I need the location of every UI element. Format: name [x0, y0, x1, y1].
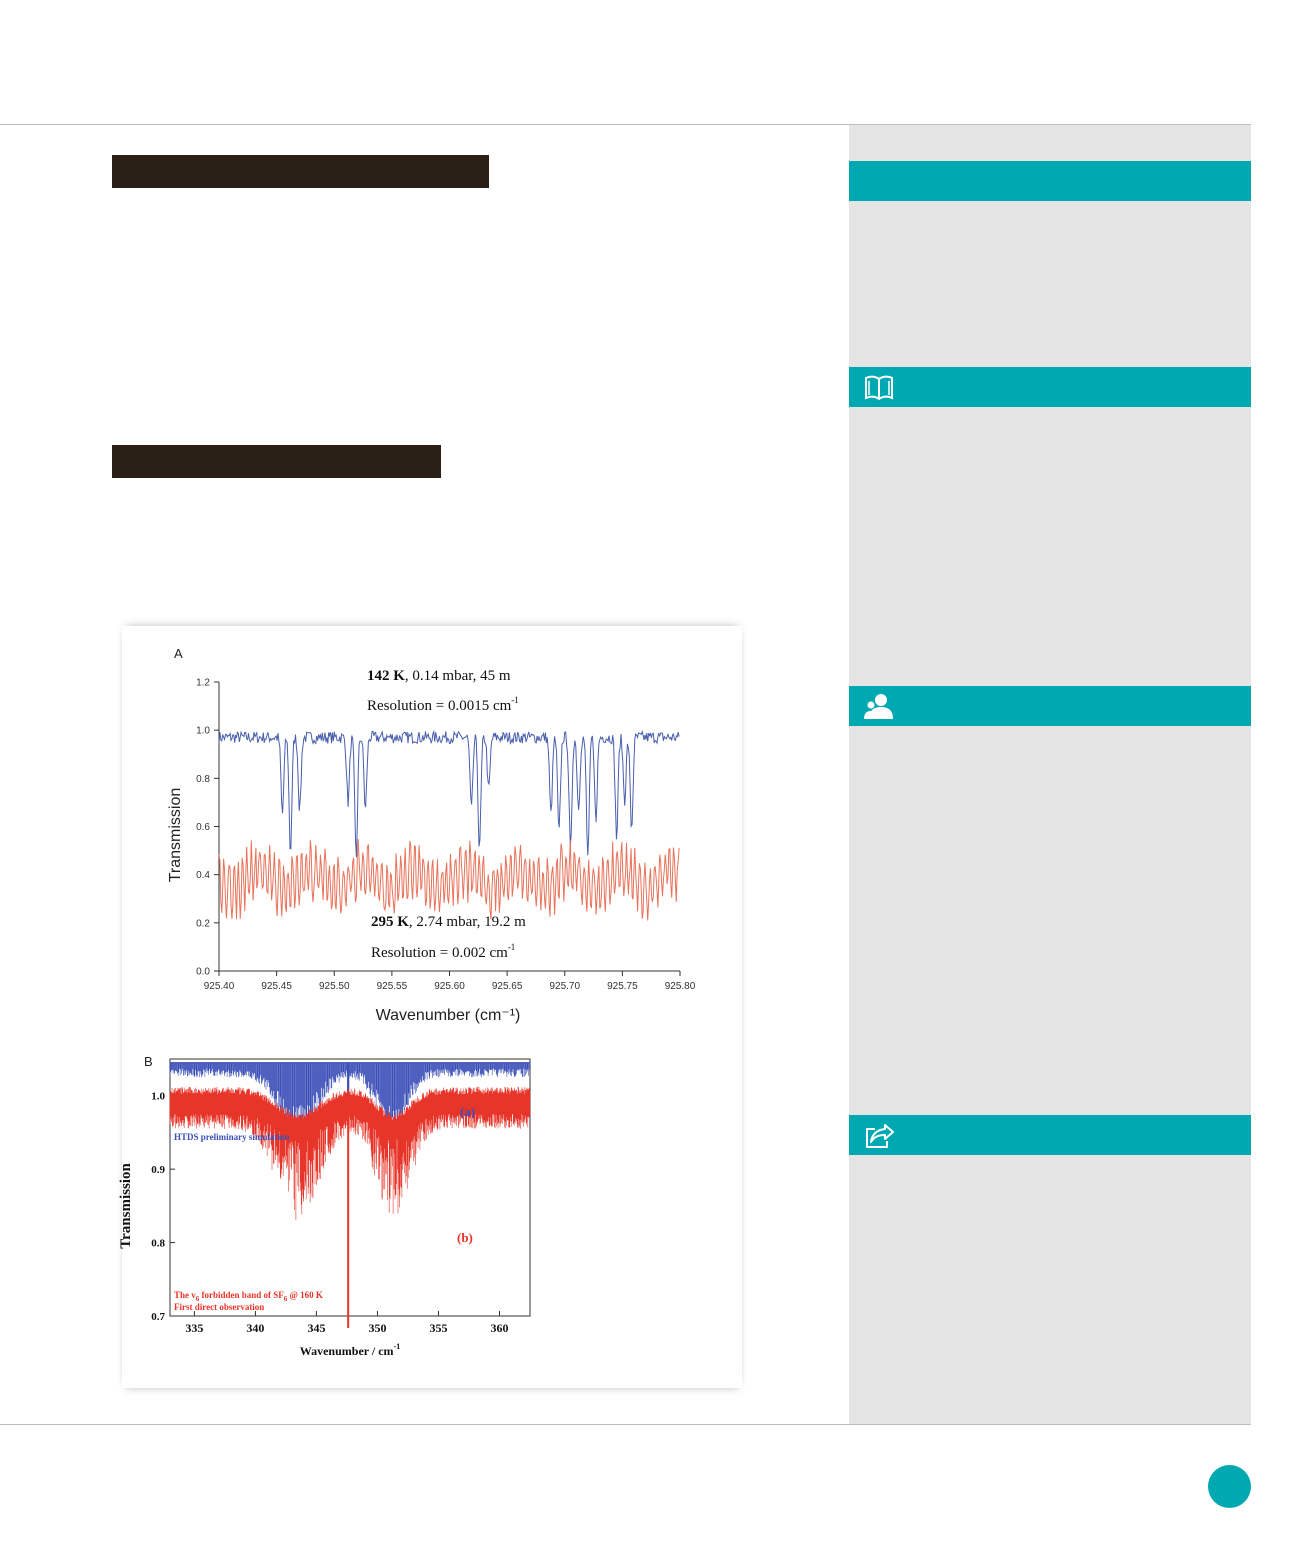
- annotation-bottom-temp: 295 K: [371, 914, 409, 930]
- sidebar-panel: [849, 125, 1251, 1424]
- chart-a-x-tick-label: 925.80: [664, 981, 696, 992]
- series-142k-line: [219, 731, 679, 857]
- chart-b-x-tick-label: 345: [307, 1321, 326, 1335]
- chart-b-ylabel: Transmission: [118, 1163, 134, 1249]
- annotation-bottom-res-sup: -1: [507, 942, 516, 952]
- annotation-top-conditions: [367, 668, 511, 684]
- panel-b-label: B: [144, 1054, 153, 1069]
- chart-b-y-tick-label: 1.0: [151, 1090, 165, 1103]
- book-icon: [863, 373, 895, 401]
- sidebar-header-2: [849, 367, 1251, 407]
- sim-label: HTDS preliminary simulation: [174, 1132, 290, 1142]
- chart-a-ylabel: Transmission: [167, 787, 184, 883]
- chart-b-xlabel-text: Wavenumber / cm: [299, 1344, 394, 1358]
- chart-a-x-tick-label: 925.75: [607, 981, 638, 992]
- chart-a-y-tick-label: 0.6: [196, 822, 210, 833]
- sidebar-header-1: [849, 161, 1251, 201]
- section-heading-bar-2: [112, 445, 441, 478]
- obs-label-line2: First direct observation: [174, 1302, 265, 1312]
- chart-a-y-tick-label: 0.4: [196, 870, 210, 882]
- chart-b-x-tick-label: 340: [246, 1321, 265, 1335]
- chart-b-xlabel-sup: -1: [393, 1342, 401, 1351]
- chart-b-x-tick-label: 350: [368, 1321, 387, 1335]
- chart-a-x-tick-label: 925.50: [318, 981, 350, 992]
- share-icon: [863, 1121, 895, 1149]
- chart-b-y-tick-label: 0.9: [151, 1164, 165, 1177]
- figure-svg: [118, 626, 742, 1388]
- annotation-bottom-conditions: [371, 914, 526, 930]
- chart-a-y-tick-label: 1.2: [196, 677, 210, 689]
- chart-a-x-tick-label: 925.60: [434, 981, 465, 992]
- obs-l1-sub1: 6: [195, 1295, 200, 1303]
- annotation-bottom-res-text: Resolution = 0.002 cm: [371, 945, 508, 961]
- figure-card: [118, 626, 742, 1388]
- series-295k-line: [219, 839, 679, 920]
- annotation-top-temp: 142 K: [367, 668, 405, 684]
- chart-a-x-tick-label: 925.70: [549, 981, 581, 992]
- panel-a-label: A: [174, 646, 183, 661]
- chart-a-y-tick-label: 0.8: [196, 773, 210, 785]
- annotation-bottom-rest: , 2.74 mbar, 19.2 m: [408, 914, 526, 930]
- obs-l1-sub2: 6: [283, 1295, 288, 1303]
- chart-b-x-tick-label: 355: [429, 1321, 448, 1335]
- person-icon: [863, 692, 895, 720]
- chart-a-y-tick-label: 0.0: [196, 966, 210, 978]
- section-heading-bar-1: [112, 155, 489, 188]
- chart-b-xlabel: [300, 1342, 400, 1358]
- chart-b-x-tick-label: 360: [490, 1321, 509, 1335]
- page-number-dot: [1208, 1465, 1251, 1508]
- footer-rule: [0, 1424, 1251, 1425]
- chart-a-xlabel: Wavenumber (cm⁻¹): [375, 1007, 521, 1024]
- chart-a-x-tick-label: 925.65: [491, 981, 523, 992]
- chart-b-y-tick-label: 0.7: [151, 1311, 165, 1323]
- annotation-top-res-sup: -1: [511, 695, 519, 705]
- annotation-top-resolution: [367, 695, 519, 714]
- chart-a-y-tick-label: 0.2: [196, 918, 210, 930]
- chart-a-x-tick-label: 925.40: [203, 981, 235, 992]
- chart-b-x-tick-label: 335: [185, 1321, 204, 1335]
- chart-b-y-tick-label: 0.8: [151, 1237, 165, 1250]
- chart-a-x-tick-label: 925.45: [261, 981, 292, 992]
- series-a-label: (a): [460, 1104, 476, 1119]
- sidebar-header-3: [849, 686, 1251, 726]
- series-b-label: (b): [457, 1230, 473, 1245]
- annotation-bottom-resolution: [371, 942, 515, 961]
- obs-l1-pre: The v: [174, 1290, 196, 1300]
- chart-a-y-tick-label: 1.0: [196, 725, 210, 737]
- chart-a-x-tick-label: 925.55: [376, 981, 408, 992]
- obs-l1-post: @ 160 K: [287, 1290, 323, 1300]
- series-observed-spikes: [170, 1087, 530, 1220]
- annotation-top-rest: , 0.14 mbar, 45 m: [404, 668, 511, 684]
- sidebar-header-4: [849, 1115, 1251, 1155]
- annotation-top-res-text: Resolution = 0.0015 cm: [367, 698, 512, 714]
- obs-l1-mid: forbidden band of SF: [199, 1290, 284, 1300]
